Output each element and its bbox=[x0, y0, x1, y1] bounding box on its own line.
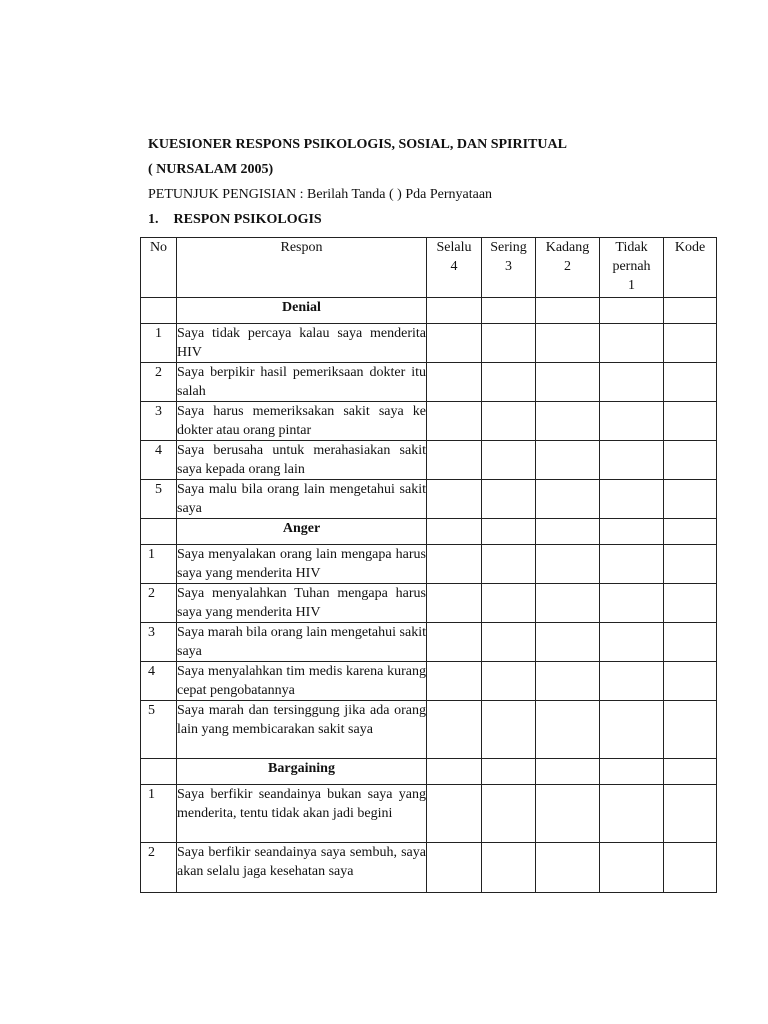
header-row bbox=[141, 238, 717, 298]
answer-sering-cell[interactable] bbox=[482, 785, 536, 843]
question-number: 2 bbox=[141, 584, 177, 623]
answer-selalu-cell[interactable] bbox=[427, 843, 482, 893]
question-row bbox=[141, 623, 717, 662]
category-tidak-pernah-cell bbox=[600, 759, 664, 785]
question-text: Saya menyalahkan tim medis karena kurang cepat pengobatannya bbox=[177, 662, 427, 701]
question-number: 4 bbox=[141, 662, 177, 701]
question-row bbox=[141, 363, 717, 402]
col-header-tidak-score: 1 bbox=[628, 278, 635, 293]
category-kadang-cell bbox=[536, 519, 600, 545]
answer-kadang-cell[interactable] bbox=[536, 363, 600, 402]
answer-tidak-pernah-cell[interactable] bbox=[600, 662, 664, 701]
col-header-sering-label: Sering bbox=[490, 240, 527, 255]
category-label: Denial bbox=[177, 298, 427, 324]
category-selalu-cell bbox=[427, 519, 482, 545]
answer-kode-cell[interactable] bbox=[664, 441, 717, 480]
answer-kadang-cell[interactable] bbox=[536, 623, 600, 662]
filling-instruction: PETUNJUK PENGISIAN : Berilah Tanda ( ) Pda Pernyataan bbox=[148, 187, 493, 202]
question-row bbox=[141, 662, 717, 701]
answer-selalu-cell[interactable] bbox=[427, 662, 482, 701]
answer-kadang-cell[interactable] bbox=[536, 441, 600, 480]
answer-kode-cell[interactable] bbox=[664, 843, 717, 893]
subtitle-text: ( NURSALAM 2005) bbox=[148, 162, 274, 177]
answer-kode-cell[interactable] bbox=[664, 363, 717, 402]
category-label: Anger bbox=[177, 519, 427, 545]
category-kode-cell bbox=[664, 759, 717, 785]
question-row bbox=[141, 480, 717, 519]
answer-kadang-cell[interactable] bbox=[536, 785, 600, 843]
answer-selalu-cell[interactable] bbox=[427, 701, 482, 759]
question-row bbox=[141, 584, 717, 623]
question-row bbox=[141, 402, 717, 441]
category-sering-cell bbox=[482, 298, 536, 324]
category-kadang-cell bbox=[536, 759, 600, 785]
answer-kadang-cell[interactable] bbox=[536, 324, 600, 363]
category-tidak-pernah-cell bbox=[600, 298, 664, 324]
question-number: 2 bbox=[141, 843, 177, 893]
question-row bbox=[141, 701, 717, 759]
question-number: 3 bbox=[141, 402, 177, 441]
col-header-kadang-label: Kadang bbox=[545, 240, 590, 255]
question-row bbox=[141, 843, 717, 893]
category-sering-cell bbox=[482, 759, 536, 785]
answer-kode-cell[interactable] bbox=[664, 584, 717, 623]
question-text: Saya harus memeriksakan sakit saya ke dokter atau orang pintar bbox=[177, 402, 427, 441]
question-row bbox=[141, 785, 717, 843]
question-text: Saya berpikir hasil pemeriksaan dokter itu salah bbox=[177, 363, 427, 402]
answer-tidak-pernah-cell[interactable] bbox=[600, 623, 664, 662]
question-number: 1 bbox=[141, 545, 177, 584]
section-title: RESPON PSIKOLOGIS bbox=[173, 212, 322, 227]
answer-kode-cell[interactable] bbox=[664, 480, 717, 519]
col-header-sering-score: 3 bbox=[505, 259, 512, 274]
question-text: Saya tidak percaya kalau saya menderita HIV bbox=[177, 324, 427, 363]
answer-kode-cell[interactable] bbox=[664, 662, 717, 701]
category-row bbox=[141, 759, 717, 785]
answer-tidak-pernah-cell[interactable] bbox=[600, 545, 664, 584]
category-row bbox=[141, 298, 717, 324]
col-header-selalu bbox=[427, 238, 482, 298]
answer-kadang-cell[interactable] bbox=[536, 584, 600, 623]
answer-sering-cell[interactable] bbox=[482, 363, 536, 402]
col-header-no-label: No bbox=[149, 240, 168, 255]
col-header-respon-label: Respon bbox=[280, 240, 323, 255]
answer-selalu-cell[interactable] bbox=[427, 363, 482, 402]
question-row bbox=[141, 545, 717, 584]
question-text: Saya marah bila orang lain mengetahui sakit saya bbox=[177, 623, 427, 662]
question-text: Saya marah dan tersinggung jika ada orang lain yang membicarakan sakit saya bbox=[177, 701, 427, 759]
answer-selalu-cell[interactable] bbox=[427, 584, 482, 623]
answer-tidak-pernah-cell[interactable] bbox=[600, 441, 664, 480]
answer-sering-cell[interactable] bbox=[482, 843, 536, 893]
answer-sering-cell[interactable] bbox=[482, 545, 536, 584]
answer-selalu-cell[interactable] bbox=[427, 480, 482, 519]
questionnaire-table bbox=[140, 237, 717, 893]
category-label: Bargaining bbox=[177, 759, 427, 785]
answer-tidak-pernah-cell[interactable] bbox=[600, 324, 664, 363]
answer-selalu-cell[interactable] bbox=[427, 623, 482, 662]
answer-selalu-cell[interactable] bbox=[427, 441, 482, 480]
answer-sering-cell[interactable] bbox=[482, 441, 536, 480]
question-text: Saya menyalahkan Tuhan mengapa harus saya yang menderita HIV bbox=[177, 584, 427, 623]
col-header-tidak-pernah bbox=[600, 238, 664, 298]
col-header-sering bbox=[482, 238, 536, 298]
section-heading bbox=[148, 212, 322, 228]
answer-kode-cell[interactable] bbox=[664, 785, 717, 843]
answer-kode-cell[interactable] bbox=[664, 324, 717, 363]
answer-selalu-cell[interactable] bbox=[427, 545, 482, 584]
answer-kode-cell[interactable] bbox=[664, 545, 717, 584]
document-title: KUESIONER RESPONS PSIKOLOGIS, SOSIAL, DAN SPIRITUAL bbox=[148, 137, 567, 152]
question-row bbox=[141, 324, 717, 363]
question-text: Saya berusaha untuk merahasiakan sakit saya kepada orang lain bbox=[177, 441, 427, 480]
question-number: 1 bbox=[141, 785, 177, 843]
question-text: Saya berfikir seandainya saya sembuh, saya akan selalu jaga kesehatan saya bbox=[177, 843, 427, 893]
answer-kadang-cell[interactable] bbox=[536, 843, 600, 893]
category-kode-cell bbox=[664, 298, 717, 324]
answer-kadang-cell[interactable] bbox=[536, 545, 600, 584]
col-header-respon bbox=[177, 238, 427, 298]
question-number: 3 bbox=[141, 623, 177, 662]
answer-sering-cell[interactable] bbox=[482, 662, 536, 701]
col-header-no bbox=[141, 238, 177, 298]
question-number: 2 bbox=[141, 363, 177, 402]
answer-sering-cell[interactable] bbox=[482, 324, 536, 363]
answer-tidak-pernah-cell[interactable] bbox=[600, 701, 664, 759]
col-header-selalu-label: Selalu bbox=[436, 240, 472, 255]
category-row bbox=[141, 519, 717, 545]
answer-kode-cell[interactable] bbox=[664, 701, 717, 759]
answer-kode-cell[interactable] bbox=[664, 402, 717, 441]
col-header-tidak-label: Tidak bbox=[615, 240, 648, 255]
answer-sering-cell[interactable] bbox=[482, 402, 536, 441]
answer-kadang-cell[interactable] bbox=[536, 480, 600, 519]
question-number: 5 bbox=[141, 701, 177, 759]
col-header-kadang bbox=[536, 238, 600, 298]
category-kode-cell bbox=[664, 519, 717, 545]
col-header-kode bbox=[664, 238, 717, 298]
category-no-cell bbox=[141, 759, 177, 785]
answer-kadang-cell[interactable] bbox=[536, 701, 600, 759]
answer-tidak-pernah-cell[interactable] bbox=[600, 843, 664, 893]
question-row bbox=[141, 441, 717, 480]
section-number: 1. bbox=[148, 212, 159, 227]
answer-tidak-pernah-cell[interactable] bbox=[600, 402, 664, 441]
answer-selalu-cell[interactable] bbox=[427, 785, 482, 843]
category-selalu-cell bbox=[427, 298, 482, 324]
answer-tidak-pernah-cell[interactable] bbox=[600, 363, 664, 402]
question-number: 1 bbox=[141, 324, 177, 363]
category-sering-cell bbox=[482, 519, 536, 545]
col-header-selalu-score: 4 bbox=[450, 259, 458, 274]
col-header-kadang-score: 2 bbox=[564, 259, 571, 274]
document-subtitle bbox=[148, 162, 273, 178]
answer-selalu-cell[interactable] bbox=[427, 402, 482, 441]
category-tidak-pernah-cell bbox=[600, 519, 664, 545]
question-text: Saya malu bila orang lain mengetahui sakit saya bbox=[177, 480, 427, 519]
answer-tidak-pernah-cell[interactable] bbox=[600, 785, 664, 843]
category-no-cell bbox=[141, 298, 177, 324]
answer-sering-cell[interactable] bbox=[482, 480, 536, 519]
question-number: 4 bbox=[141, 441, 177, 480]
question-number: 5 bbox=[141, 480, 177, 519]
question-text: Saya berfikir seandainya bukan saya yang menderita, tentu tidak akan jadi begini bbox=[177, 785, 427, 843]
answer-sering-cell[interactable] bbox=[482, 623, 536, 662]
answer-kadang-cell[interactable] bbox=[536, 662, 600, 701]
category-kadang-cell bbox=[536, 298, 600, 324]
answer-tidak-pernah-cell[interactable] bbox=[600, 584, 664, 623]
answer-sering-cell[interactable] bbox=[482, 584, 536, 623]
col-header-kode-label: Kode bbox=[674, 240, 706, 255]
category-no-cell bbox=[141, 519, 177, 545]
table-body bbox=[141, 238, 717, 893]
answer-kadang-cell[interactable] bbox=[536, 402, 600, 441]
answer-sering-cell[interactable] bbox=[482, 701, 536, 759]
question-text: Saya menyalakan orang lain mengapa harus saya yang menderita HIV bbox=[177, 545, 427, 584]
answer-kode-cell[interactable] bbox=[664, 623, 717, 662]
answer-selalu-cell[interactable] bbox=[427, 324, 482, 363]
col-header-pernah-label: pernah bbox=[612, 259, 651, 274]
answer-tidak-pernah-cell[interactable] bbox=[600, 480, 664, 519]
category-selalu-cell bbox=[427, 759, 482, 785]
